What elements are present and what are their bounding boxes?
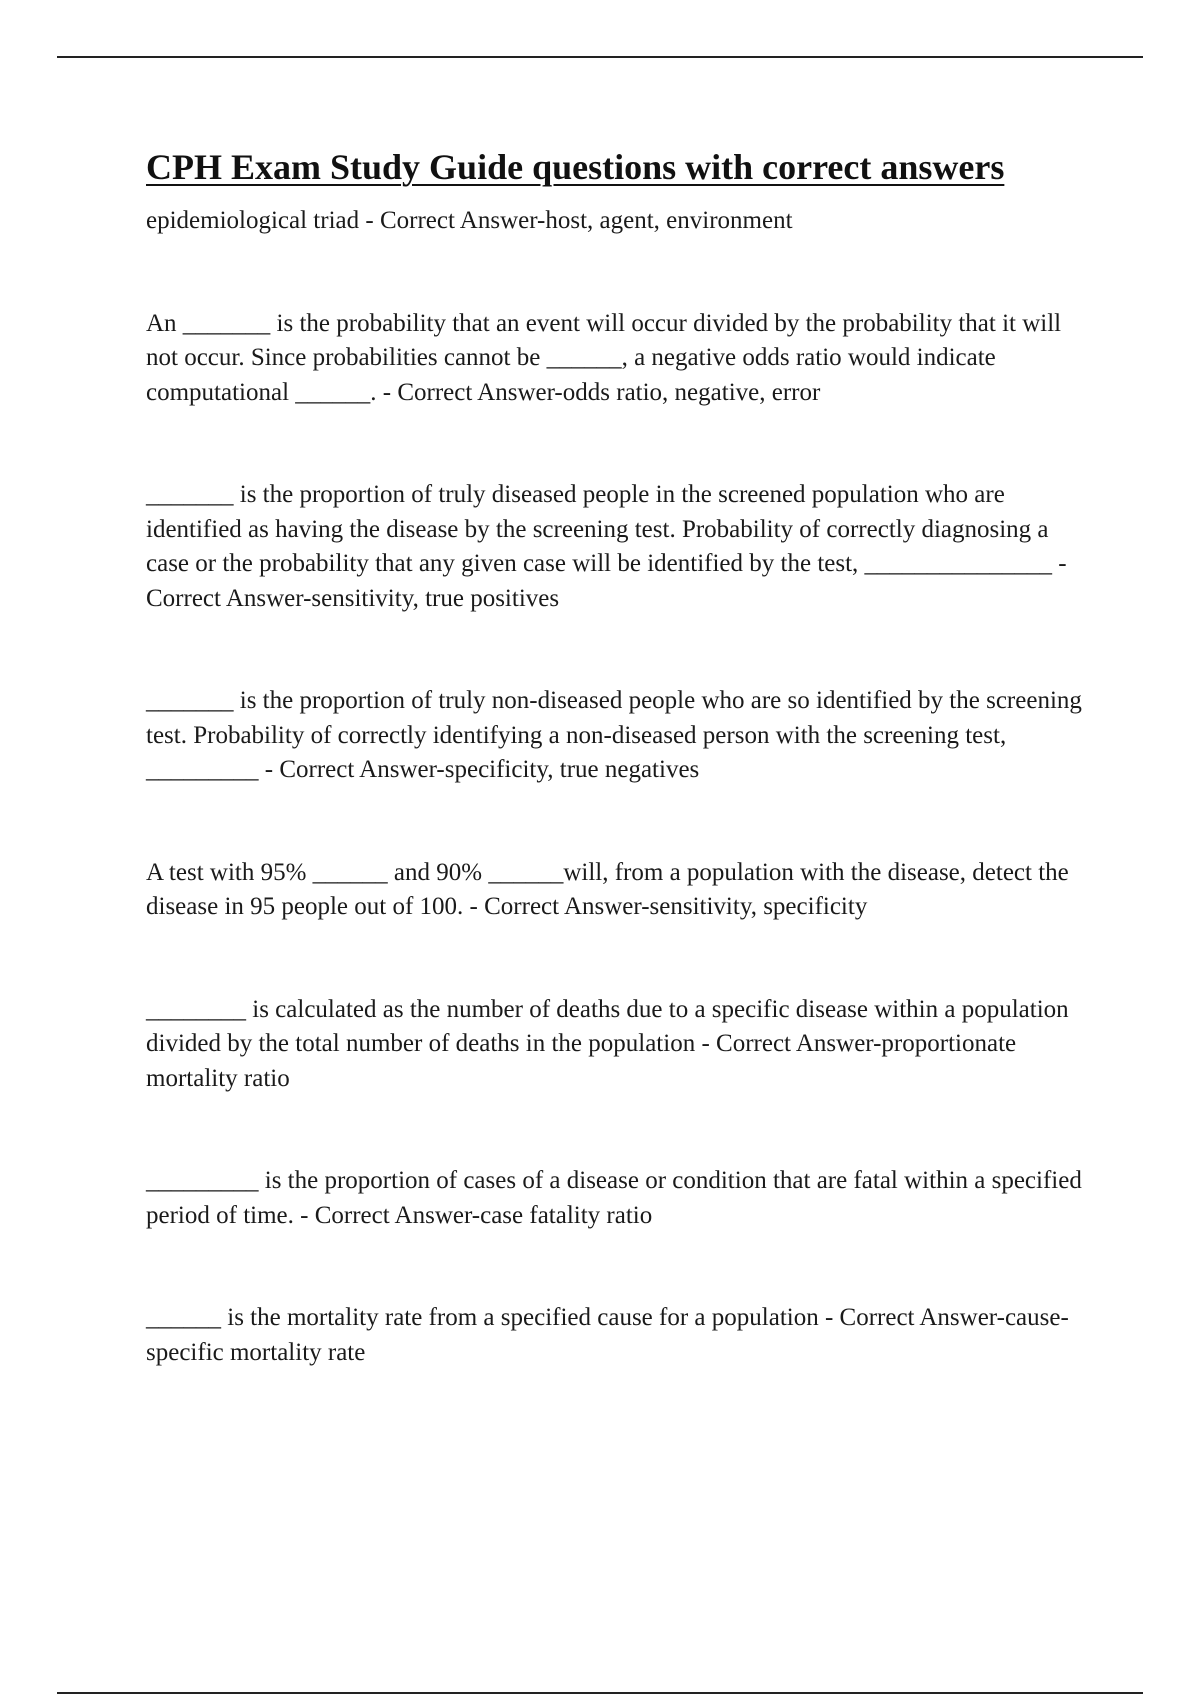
qa-item-1: epidemiological triad - Correct Answer-host, agent, environment <box>146 207 793 234</box>
qa-list <box>146 204 1096 1370</box>
qa-item-7: _________ is the proportion of cases of a disease or condition that are fatal within a specified period of time. - Correct Answer-case fatality ratio <box>146 1167 1082 1229</box>
qa-item-6: ________ is calculated as the number of deaths due to a specific disease within a population divided by the total number of deaths in the population - Correct Answer-proportionate mortality ratio <box>146 995 1069 1092</box>
header-rule <box>57 56 1143 58</box>
qa-item-4: _______ is the proportion of truly non-diseased people who are so identified by the screening test. Probability of correctly identifying a non-diseased person with the screening test, _________ - Correct Answer-specificity, true negatives <box>146 687 1082 783</box>
qa-item-8: ______ is the mortality rate from a specified cause for a population - Correct Answer-cause-specific mortality rate <box>146 1304 1069 1366</box>
footer-rule <box>57 1692 1143 1694</box>
document-title: CPH Exam Study Guide questions with correct answers <box>146 147 1005 187</box>
qa-item-2: An _______ is the probability that an event will occur divided by the probability that it will not occur. Since probabilities cannot be ______, a negative odds ratio would indicate computational ______. - Correct Answer-odds ratio, negative, error <box>146 309 1062 406</box>
qa-item-3: _______ is the proportion of truly diseased people in the screened population who are identified as having the disease by the screening test. Probability of correctly diagnosing a case or the probability that any given case will be identified by the test, _______________ - Correct Answer-sensitivity, true positives <box>146 481 1067 612</box>
qa-item-5: A test with 95% ______ and 90% ______will, from a population with the disease, detect the disease in 95 people out of 100. - Correct Answer-sensitivity, specificity <box>146 858 1069 920</box>
document-body <box>146 142 1096 1370</box>
